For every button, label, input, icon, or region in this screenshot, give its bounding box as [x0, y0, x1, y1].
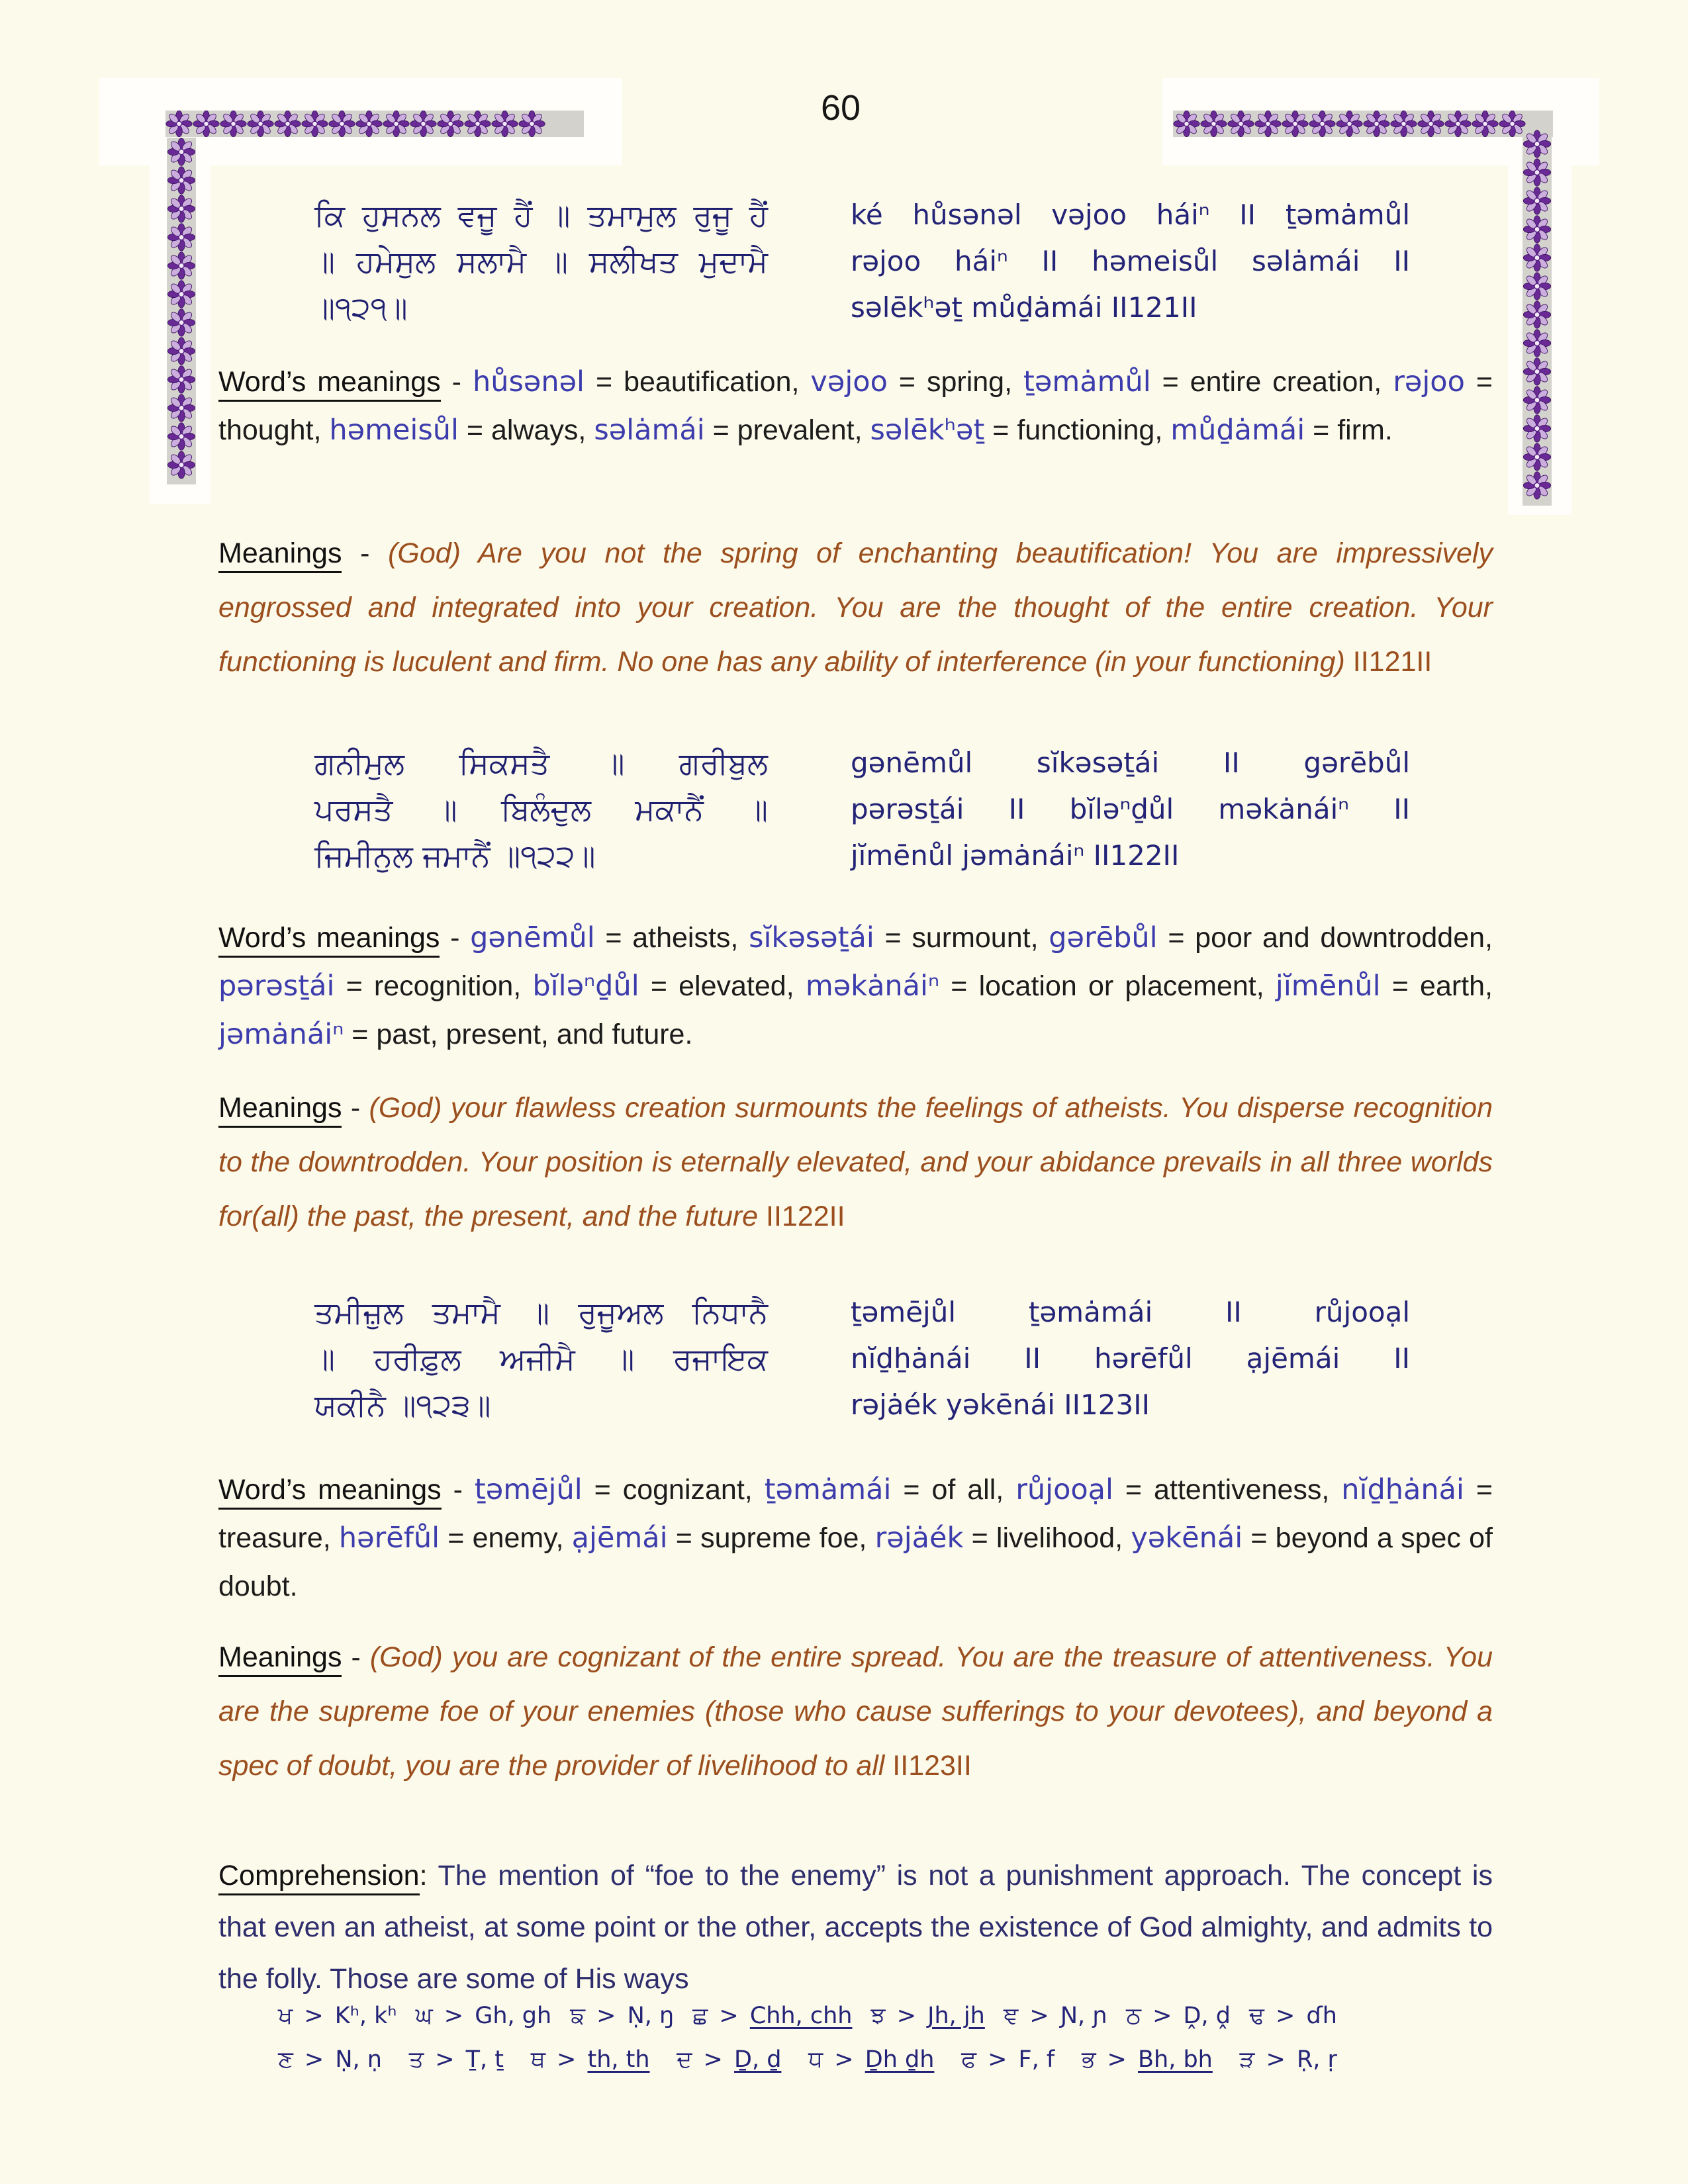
- gurmukhi-verse-123: ਤਮੀਜ਼ੁਲ ਤਮਾਮੈ ॥ ਰੁਜੂਅਲ ਨਿਧਾਨੈ ॥ ਹਰੀਫ਼ੁਲ ਅਜੀਮੈ ॥ ਰਜਾਇਕ ਯਕੀਨੈ ॥੧੨੩॥: [314, 1295, 768, 1423]
- meanings-heading: Meanings: [218, 1641, 342, 1677]
- meanings-body: - (God) you are cognizant of the entire spread. You are the treasure of attentiveness. You are the supreme foe of your enemies (those who cause sufferings to your devotees), and beyond a spec of doubt, you are the provider of livelihood to all II123II: [218, 1641, 1493, 1782]
- page-number: 60: [820, 88, 861, 128]
- comprehension-heading: Comprehension: [218, 1860, 420, 1895]
- legend-item: ਤ > Ṯ, ṯ: [408, 2046, 504, 2073]
- flower-border-top-left: [165, 111, 584, 137]
- words-meanings-122: [218, 914, 1493, 1059]
- legend-item: ਭ > Bh, bh: [1081, 2046, 1213, 2073]
- gurmukhi-verse-122: ਗਨੀਮੁਲ ਸਿਕਸਤੈ ॥ ਗਰੀਬੁਲ ਪਰਸਤੈ ॥ ਬਿਲੰਦੁਲ ਮਕਾਨੈਂ ॥ ਜਿਮੀਨੁਲ ਜਮਾਨੈਂ ॥੧੨੨॥: [314, 745, 768, 874]
- legend-item: ਫ > F, f: [961, 2046, 1055, 2073]
- legend-item: ਖ > Kʰ, kʰ: [278, 2003, 397, 2029]
- transliteration-verse-123: ṯəmējůl ṯəmȧmái II růjooạl nĭḏẖȧnái II hərēfůl ạjēmái II rəjȧék yəkēnái II123II: [851, 1296, 1410, 1421]
- legend-item: ਘ > Gh, gh: [415, 2003, 552, 2029]
- verse-block-123: [314, 1289, 1499, 1428]
- words-meanings-123: [218, 1466, 1493, 1611]
- words-meanings-body: - ṯəmējůl = cognizant, ṯəmȧmái = of all, růjooạl = attentiveness, nĭḏẖȧnái = treasure, hərēfůl = enemy, ạjēmái = supreme foe, rəjȧék = livelihood, yəkēnái = beyond a spec of doubt.: [218, 1473, 1493, 1602]
- legend-item: ਠ > Ḓ, ḓ: [1125, 2003, 1231, 2029]
- verse-block-121: [314, 192, 1499, 331]
- words-meanings-121: [218, 358, 1493, 455]
- meanings-heading: Meanings: [218, 537, 342, 573]
- meanings-121: [218, 526, 1493, 689]
- legend-item: ਦ > Ḏ, ḏ: [677, 2046, 782, 2073]
- verse-block-122: [314, 740, 1499, 879]
- legend-item: ਧ > Ḏh ḏh: [808, 2046, 935, 2073]
- words-meanings-heading: Word’s meanings: [218, 922, 440, 958]
- flower-border-right: [1523, 130, 1552, 506]
- transliteration-verse-121: ké hůsənəl vəjoo háiⁿ II ṯəmȧmůl rəjoo háiⁿ II həmeisůl səlȧmái II səlēkʰəṯ můḏȧmái II121II: [851, 199, 1410, 324]
- meanings-122: [218, 1081, 1493, 1244]
- meanings-body: - (God) your flawless creation surmounts the feelings of atheists. You disperse recognition to the downtrodden. Your position is eternally elevated, and your abidance prevails in all three worlds for(all) the past, the present, and the future II122II: [218, 1092, 1493, 1232]
- meanings-heading: Meanings: [218, 1092, 342, 1128]
- comprehension-paragraph: [218, 1850, 1493, 2005]
- words-meanings-body: - hůsənəl = beautification, vəjoo = spring, ṯəmȧmůl = entire creation, rəjoo = thought, həmeisůl = always, səlȧmái = prevalent, səlēkʰəṯ = functioning, můḏȧmái = firm.: [218, 365, 1493, 447]
- meanings-123: [218, 1630, 1493, 1793]
- words-meanings-body: - gənēmůl = atheists, sĭkəsəṯái = surmount, gərēbůl = poor and downtrodden, pərəsṯái = recognition, bĭləⁿḏůl = elevated, məkȧnáiⁿ = location or placement, jĭmēnůl = earth, jəmȧnáiⁿ = past, present, and future.: [218, 921, 1493, 1051]
- legend-item: ਥ > th, th: [530, 2046, 650, 2073]
- legend-item: ਣ > Ṇ, ṇ: [278, 2046, 382, 2073]
- phonetic-legend-row-2: [278, 2046, 1337, 2073]
- flower-border-top-right: [1173, 111, 1553, 137]
- words-meanings-heading: Word’s meanings: [218, 366, 441, 402]
- words-meanings-heading: Word’s meanings: [218, 1474, 442, 1510]
- legend-item: ਞ > Ɲ, ɲ: [1003, 2003, 1107, 2029]
- meanings-body: - (God) Are you not the spring of enchanting beautification! You are impressively engrossed and integrated into your creation. You are the thought of the entire creation. Your functioning is luculent and firm. No one has any ability of interference (in your functioning) II121II: [218, 537, 1493, 678]
- legend-item: ਝ > Jh, jh: [870, 2003, 985, 2029]
- flower-border-left: [167, 138, 196, 484]
- transliteration-verse-122: gənēmůl sĭkəsəṯái II gərēbůl pərəsṯái II bĭləⁿḏůl məkȧnáiⁿ II jĭmēnůl jəmȧnáiⁿ II122II: [851, 747, 1410, 872]
- legend-item: ਙ > Ṇ, ŋ: [570, 2003, 675, 2029]
- legend-item: ਢ > ɗh: [1249, 2003, 1337, 2029]
- legend-item: ੜ > Ṛ, ṛ: [1239, 2046, 1337, 2073]
- gurmukhi-verse-121: ਕਿ ਹੁਸਨਲ ਵਜੂ ਹੈਂ ॥ ਤਮਾਮੁਲ ਰੁਜੂ ਹੈਂ ॥ ਹਮੇਸੁਲ ਸਲਾਮੈ ॥ ਸਲੀਖਤ ਮੁਦਾਮੈ ॥੧੨੧॥: [314, 197, 768, 326]
- legend-item: ਛ > Chh, chh: [692, 2003, 853, 2029]
- comprehension-body: : The mention of “foe to the enemy” is not a punishment approach. The concept is that even an atheist, at some point or the other, accepts the existence of God almighty, and admits to the folly. Those are some of His ways: [218, 1860, 1493, 1995]
- phonetic-legend-row-1: [278, 2003, 1337, 2029]
